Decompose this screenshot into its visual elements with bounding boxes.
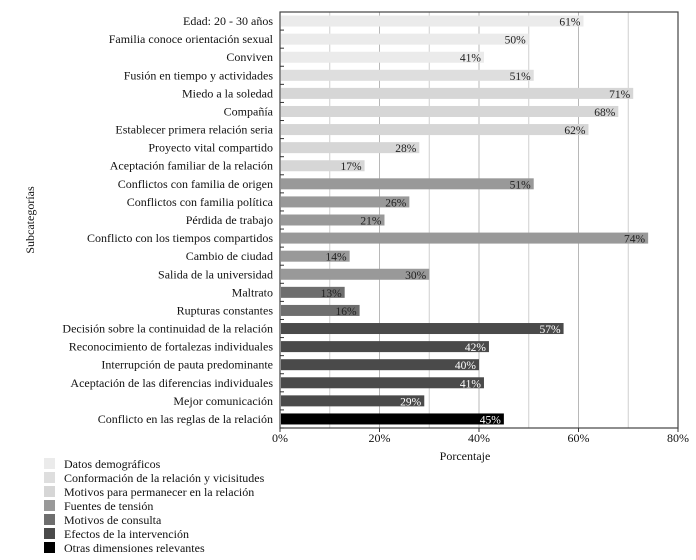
legend-swatch [44, 486, 55, 497]
legend-label: Fuentes de tensión [64, 499, 154, 513]
x-tick-label: 20% [368, 431, 391, 445]
x-tick-label: 40% [468, 431, 490, 445]
value-label: 57% [539, 324, 561, 337]
value-label: 45% [479, 414, 501, 427]
x-tick-label: 60% [567, 431, 590, 445]
category-label: Conflictos con familia de origen [117, 176, 273, 191]
legend-label: Conformación de la relación y vicisitudes [64, 471, 265, 485]
bar [281, 16, 583, 27]
x-axis-label: Porcentaje [439, 449, 491, 463]
category-label: Cambio de ciudad [185, 249, 273, 264]
bar [281, 88, 633, 99]
bar [281, 413, 504, 427]
legend-label: Motivos de consulta [64, 513, 162, 527]
category-label: Reconocimiento de fortalezas individuales [68, 339, 273, 354]
value-label: 41% [459, 52, 481, 65]
value-label: 51% [509, 179, 531, 192]
value-label: 50% [504, 34, 526, 47]
legend-swatch [44, 514, 55, 525]
category-label: Proyecto vital compartido [148, 140, 273, 155]
category-label: Decisión sobre la continuidad de la relación [62, 321, 273, 336]
legend-label: Datos demográficos [64, 457, 161, 471]
value-label: 26% [385, 197, 407, 210]
bar [281, 377, 484, 391]
category-label: Conviven [226, 50, 273, 65]
category-label: Conflicto con los tiempos compartidos [87, 231, 273, 246]
value-label: 71% [609, 88, 631, 101]
category-label: Maltrato [231, 285, 273, 300]
value-label: 61% [559, 16, 581, 29]
value-label: 14% [325, 251, 347, 264]
category-label: Establecer primera relación seria [115, 122, 273, 137]
category-label: Salida de la universidad [158, 267, 273, 282]
category-label: Rupturas constantes [176, 303, 273, 318]
bar [281, 124, 588, 138]
value-label: 51% [509, 70, 531, 83]
value-label: 16% [335, 305, 357, 318]
x-tick-label: 0% [272, 431, 288, 445]
category-label: Miedo a la soledad [182, 86, 273, 101]
category-label: Compañía [223, 104, 273, 119]
legend-swatch [44, 542, 55, 553]
category-label: Edad: 20 - 30 años [183, 14, 273, 29]
value-label: 40% [454, 360, 476, 373]
category-label: Mejor comunicación [173, 393, 273, 408]
bar [281, 233, 648, 244]
category-label: Interrupción de pauta predominante [101, 357, 273, 372]
legend-swatch [44, 458, 55, 469]
legend-label: Otras dimensiones relevantes [64, 541, 205, 555]
bar [281, 359, 479, 373]
value-label: 74% [624, 233, 646, 246]
value-label: 29% [400, 396, 422, 409]
value-label: 28% [395, 143, 417, 156]
value-label: 21% [360, 215, 382, 228]
bar [281, 178, 534, 192]
category-label: Familia conoce orientación sexual [108, 32, 273, 47]
category-label: Fusión en tiempo y actividades [123, 68, 273, 83]
value-label: 42% [464, 342, 486, 355]
x-tick-label: 80% [667, 431, 689, 445]
category-label: Conflictos con familia política [126, 194, 273, 209]
category-label: Aceptación familiar de la relación [109, 158, 273, 173]
value-label: 17% [340, 161, 362, 174]
legend-swatch [44, 472, 55, 483]
value-label: 13% [320, 287, 342, 300]
bar [281, 106, 618, 117]
value-label: 62% [564, 125, 586, 138]
y-axis-label: Subcategorías [23, 186, 37, 254]
value-label: 68% [594, 106, 616, 119]
legend-swatch [44, 500, 55, 511]
bar [281, 52, 484, 63]
value-label: 41% [459, 378, 481, 391]
bar [281, 341, 489, 355]
bar [281, 70, 534, 81]
legend-label: Motivos para permanecer en la relación [64, 485, 255, 499]
value-label: 30% [405, 269, 427, 282]
bar [281, 323, 564, 337]
category-label: Pérdida de trabajo [185, 213, 273, 227]
legend-label: Efectos de la intervención [64, 527, 189, 541]
category-label: Conflicto en las reglas de la relación [97, 411, 273, 426]
legend-swatch [44, 528, 55, 539]
bar [281, 34, 529, 45]
category-label: Aceptación de las diferencias individuales [70, 375, 273, 390]
